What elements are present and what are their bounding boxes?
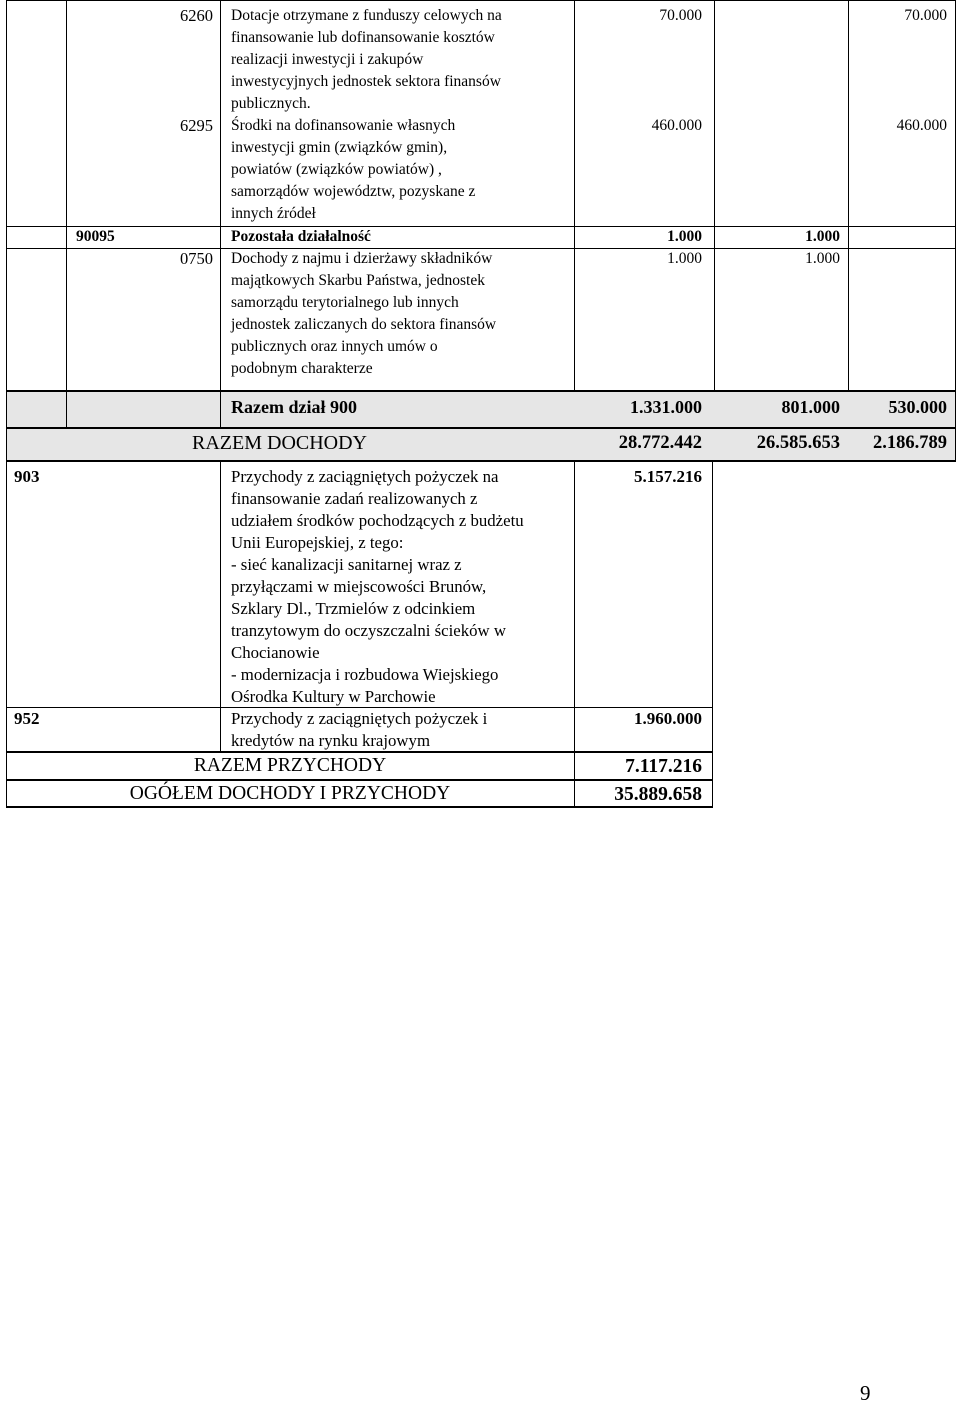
row-6260-value-3: 70.000 [904,7,947,24]
razem-przychody-label: RAZEM PRZYCHODY [193,755,387,776]
razem-dzial-value-3: 530.000 [888,397,947,417]
razem-dzial-value-1: 1.331.000 [630,397,702,417]
row-0750-value-2: 1.000 [805,250,840,267]
row-90095-value-1: 1.000 [667,228,702,245]
row-90095-value-2: 1.000 [805,228,840,245]
row-6295-name: Środki na dofinansowanie własnych inwestycji gmin (związków gmin), powiatów (związków powiatów) , samorządów województw, pozyskane z innych źródeł [231,117,476,222]
paragraf-6295: 6295 [180,116,213,135]
przychody-952-name: Przychody z zaciągniętych pożyczek i kredytów na rynku krajowym [231,709,488,750]
rozdzial-90095: 90095 [76,228,115,245]
page-number: 9 [860,1381,871,1405]
razem-dochody-value-2: 26.585.653 [756,433,840,453]
razem-dochody-value-3: 2.186.789 [873,433,947,453]
row-90095-name: Pozostała działalność [231,228,371,245]
razem-dochody-label: RAZEM DOCHODY [192,432,367,454]
row-6260-name: Dotacje otrzymane z funduszy celowych na finansowanie lub dofinansowanie kosztów realizacji inwestycji i zakupów inwestycyjnych jednostek sektora finansów publicznych. [231,7,502,112]
przychody-code-903: 903 [14,467,40,486]
row-0750-value-1: 1.000 [667,250,702,267]
paragraf-0750: 0750 [180,249,213,268]
razem-dochody-value-1: 28.772.442 [618,433,702,453]
przychody-903-name: Przychody z zaciągniętych pożyczek na finansowanie zadań realizowanych z udziałem środków pochodzących z budżetu Unii Europejskiej, z tego: - sieć kanalizacji sanitarnej wraz z przyłączami w miejscowości Brunów, Szklary Dl., Trzmielów z odcinkiem tranzytowym do oczyszczalni ścieków w Chocianowie - modernizacja i rozbudowa Wiejskiego Ośrodka Kultury w Parchowie [231,467,524,706]
paragraf-6260: 6260 [180,6,213,25]
przychody-code-952: 952 [14,709,40,728]
przychody-952-value: 1.960.000 [634,709,702,728]
row-6295-value-1: 460.000 [651,117,702,134]
ogolem-value: 35.889.658 [614,784,702,805]
razem-dzial-label: Razem dział 900 [231,397,357,417]
razem-przychody-value: 7.117.216 [625,756,702,777]
razem-dzial-value-2: 801.000 [781,397,840,417]
row-0750-name: Dochody z najmu i dzierżawy składników majątkowych Skarbu Państwa, jednostek samorządu terytorialnego lub innych jednostek zaliczanych do sektora finansów publicznych oraz innych umów o podobnym charakterze [231,250,497,377]
ogolem-label: OGÓŁEM DOCHODY I PRZYCHODY [129,783,451,804]
row-6260-value-1: 70.000 [659,7,702,24]
przychody-903-value: 5.157.216 [634,467,702,486]
row-6295-value-3: 460.000 [896,117,947,134]
